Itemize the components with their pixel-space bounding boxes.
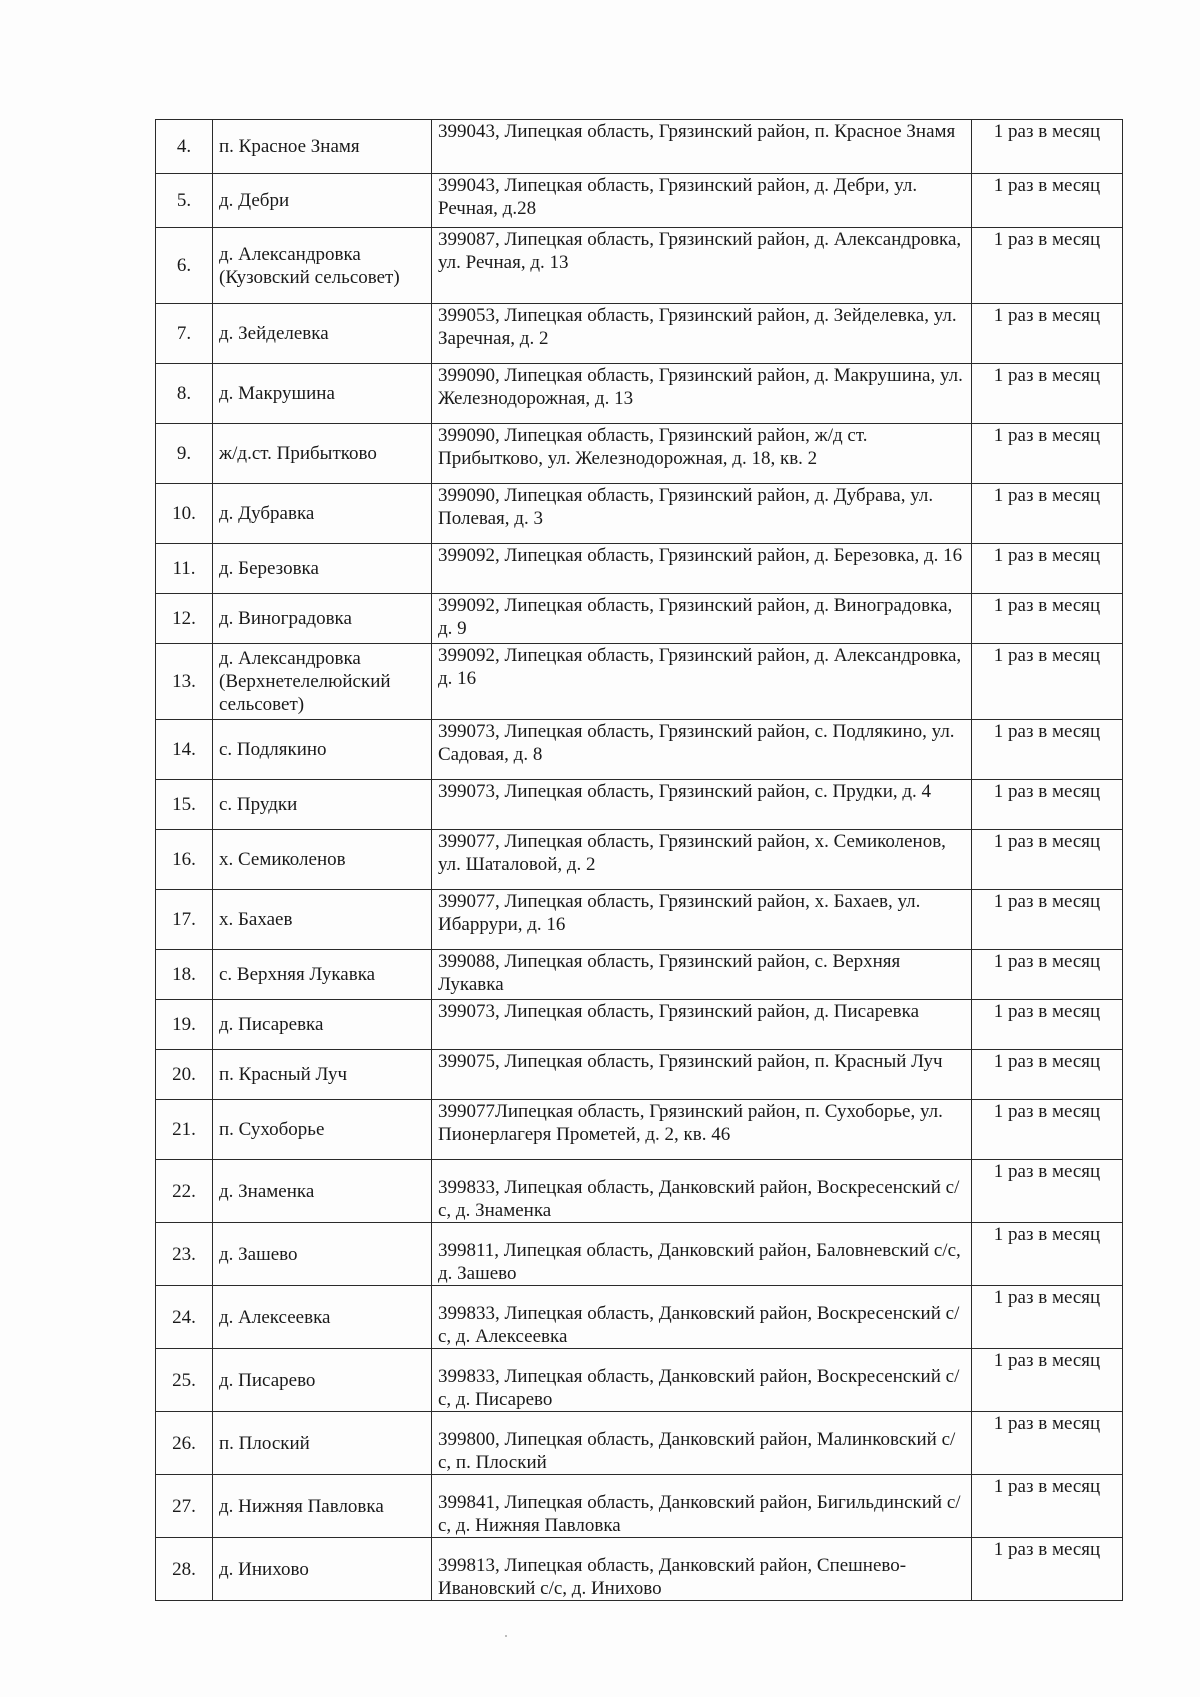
row-number: 12.: [156, 594, 213, 644]
table-row: [156, 644, 1123, 720]
visit-frequency: 1 раз в месяц: [972, 1538, 1123, 1601]
table-row: [156, 830, 1123, 890]
table-row: [156, 174, 1123, 228]
row-number: 16.: [156, 830, 213, 890]
scan-speck: [505, 1635, 507, 1637]
row-number: 7.: [156, 304, 213, 364]
settlement-name: с. Верхняя Лукавка: [213, 950, 432, 1000]
settlement-address: 399077, Липецкая область, Грязинский район, х. Бахаев, ул. Ибаррури, д. 16: [432, 890, 972, 950]
row-number: 9.: [156, 424, 213, 484]
settlement-address: 399813, Липецкая область, Данковский район, Спешнево-Ивановский с/с, д. Инихово: [432, 1538, 972, 1601]
table-row: [156, 1475, 1123, 1538]
row-number: 11.: [156, 544, 213, 594]
visit-frequency: 1 раз в месяц: [972, 364, 1123, 424]
visit-frequency: 1 раз в месяц: [972, 120, 1123, 174]
table-row: [156, 1412, 1123, 1475]
settlement-name: д. Зашево: [213, 1223, 432, 1286]
table-row: [156, 1223, 1123, 1286]
visit-frequency: 1 раз в месяц: [972, 1286, 1123, 1349]
settlement-name: д. Александровка (Кузовский сельсовет): [213, 228, 432, 304]
settlement-name: п. Красный Луч: [213, 1050, 432, 1100]
visit-frequency: 1 раз в месяц: [972, 174, 1123, 228]
row-number: 26.: [156, 1412, 213, 1475]
settlement-address: 399075, Липецкая область, Грязинский район, п. Красный Луч: [432, 1050, 972, 1100]
table-row: [156, 1538, 1123, 1601]
settlement-address: 399090, Липецкая область, Грязинский район, ж/д ст. Прибытково, ул. Железнодорожная, д. 18, кв. 2: [432, 424, 972, 484]
settlement-name: д. Алексеевка: [213, 1286, 432, 1349]
visit-frequency: 1 раз в месяц: [972, 594, 1123, 644]
table-row: [156, 484, 1123, 544]
table-row: [156, 1050, 1123, 1100]
visit-frequency: 1 раз в месяц: [972, 544, 1123, 594]
visit-frequency: 1 раз в месяц: [972, 304, 1123, 364]
table-row: [156, 950, 1123, 1000]
table-row: [156, 304, 1123, 364]
settlement-name: д. Писарево: [213, 1349, 432, 1412]
table-body: [156, 120, 1123, 1601]
row-number: 4.: [156, 120, 213, 174]
settlement-address: 399087, Липецкая область, Грязинский район, д. Александровка, ул. Речная, д. 13: [432, 228, 972, 304]
settlement-name: д. Инихово: [213, 1538, 432, 1601]
table-row: [156, 780, 1123, 830]
settlement-name: с. Подлякино: [213, 720, 432, 780]
row-number: 13.: [156, 644, 213, 720]
table-row: [156, 1000, 1123, 1050]
row-number: 15.: [156, 780, 213, 830]
visit-frequency: 1 раз в месяц: [972, 424, 1123, 484]
settlement-address: 399073, Липецкая область, Грязинский район, с. Прудки, д. 4: [432, 780, 972, 830]
settlement-address: 399043, Липецкая область, Грязинский район, д. Дебри, ул. Речная, д.28: [432, 174, 972, 228]
row-number: 23.: [156, 1223, 213, 1286]
settlement-address: 399090, Липецкая область, Грязинский район, д. Дубрава, ул. Полевая, д. 3: [432, 484, 972, 544]
settlement-address: 399092, Липецкая область, Грязинский район, д. Виноградовка, д. 9: [432, 594, 972, 644]
settlement-address: 399833, Липецкая область, Данковский район, Воскресенский с/с, д. Алексеевка: [432, 1286, 972, 1349]
row-number: 21.: [156, 1100, 213, 1160]
settlement-name: п. Красное Знамя: [213, 120, 432, 174]
settlement-address: 399077Липецкая область, Грязинский район, п. Сухоборье, ул. Пионерлагеря Прометей, д. 2, кв. 46: [432, 1100, 972, 1160]
settlement-name: х. Семиколенов: [213, 830, 432, 890]
settlement-name: д. Дубравка: [213, 484, 432, 544]
settlement-name: д. Зейделевка: [213, 304, 432, 364]
row-number: 25.: [156, 1349, 213, 1412]
visit-frequency: 1 раз в месяц: [972, 228, 1123, 304]
settlement-name: д. Макрушина: [213, 364, 432, 424]
visit-frequency: 1 раз в месяц: [972, 1050, 1123, 1100]
table-row: [156, 890, 1123, 950]
row-number: 17.: [156, 890, 213, 950]
table-row: [156, 120, 1123, 174]
visit-frequency: 1 раз в месяц: [972, 484, 1123, 544]
row-number: 27.: [156, 1475, 213, 1538]
settlement-name: с. Прудки: [213, 780, 432, 830]
visit-frequency: 1 раз в месяц: [972, 950, 1123, 1000]
visit-frequency: 1 раз в месяц: [972, 644, 1123, 720]
settlement-address: 399090, Липецкая область, Грязинский район, д. Макрушина, ул. Железнодорожная, д. 13: [432, 364, 972, 424]
row-number: 6.: [156, 228, 213, 304]
visit-frequency: 1 раз в месяц: [972, 1000, 1123, 1050]
settlement-address: 399841, Липецкая область, Данковский район, Бигильдинский с/с, д. Нижняя Павловка: [432, 1475, 972, 1538]
visit-frequency: 1 раз в месяц: [972, 1100, 1123, 1160]
settlement-address: 399092, Липецкая область, Грязинский район, д. Березовка, д. 16: [432, 544, 972, 594]
settlement-name: д. Александровка (Верхнетелелюйский сельсовет): [213, 644, 432, 720]
settlements-table: [155, 119, 1123, 1601]
visit-frequency: 1 раз в месяц: [972, 1223, 1123, 1286]
settlement-address: 399077, Липецкая область, Грязинский район, х. Семиколенов, ул. Шаталовой, д. 2: [432, 830, 972, 890]
settlement-address: 399811, Липецкая область, Данковский район, Баловневский с/с, д. Зашево: [432, 1223, 972, 1286]
settlement-address: 399073, Липецкая область, Грязинский район, с. Подлякино, ул. Садовая, д. 8: [432, 720, 972, 780]
settlement-name: п. Сухоборье: [213, 1100, 432, 1160]
settlement-name: п. Плоский: [213, 1412, 432, 1475]
table-row: [156, 1160, 1123, 1223]
settlement-name: д. Виноградовка: [213, 594, 432, 644]
table-row: [156, 424, 1123, 484]
row-number: 28.: [156, 1538, 213, 1601]
table-row: [156, 720, 1123, 780]
table-row: [156, 364, 1123, 424]
visit-frequency: 1 раз в месяц: [972, 1412, 1123, 1475]
visit-frequency: 1 раз в месяц: [972, 830, 1123, 890]
row-number: 5.: [156, 174, 213, 228]
visit-frequency: 1 раз в месяц: [972, 1349, 1123, 1412]
row-number: 22.: [156, 1160, 213, 1223]
settlement-name: д. Дебри: [213, 174, 432, 228]
row-number: 10.: [156, 484, 213, 544]
row-number: 24.: [156, 1286, 213, 1349]
table-row: [156, 544, 1123, 594]
visit-frequency: 1 раз в месяц: [972, 720, 1123, 780]
settlement-address: 399073, Липецкая область, Грязинский район, д. Писаревка: [432, 1000, 972, 1050]
settlement-address: 399043, Липецкая область, Грязинский район, п. Красное Знамя: [432, 120, 972, 174]
table-row: [156, 1100, 1123, 1160]
row-number: 8.: [156, 364, 213, 424]
row-number: 14.: [156, 720, 213, 780]
visit-frequency: 1 раз в месяц: [972, 1160, 1123, 1223]
row-number: 20.: [156, 1050, 213, 1100]
row-number: 18.: [156, 950, 213, 1000]
settlement-address: 399053, Липецкая область, Грязинский район, д. Зейделевка, ул. Заречная, д. 2: [432, 304, 972, 364]
settlement-address: 399833, Липецкая область, Данковский район, Воскресенский с/с, д. Писарево: [432, 1349, 972, 1412]
settlement-name: х. Бахаев: [213, 890, 432, 950]
visit-frequency: 1 раз в месяц: [972, 890, 1123, 950]
visit-frequency: 1 раз в месяц: [972, 1475, 1123, 1538]
table-row: [156, 594, 1123, 644]
settlement-address: 399800, Липецкая область, Данковский район, Малинковский с/с, п. Плоский: [432, 1412, 972, 1475]
settlement-name: д. Нижняя Павловка: [213, 1475, 432, 1538]
table-row: [156, 228, 1123, 304]
settlement-address: 399833, Липецкая область, Данковский район, Воскресенский с/с, д. Знаменка: [432, 1160, 972, 1223]
table-row: [156, 1349, 1123, 1412]
visit-frequency: 1 раз в месяц: [972, 780, 1123, 830]
row-number: 19.: [156, 1000, 213, 1050]
settlement-name: д. Знаменка: [213, 1160, 432, 1223]
settlement-address: 399092, Липецкая область, Грязинский район, д. Александровка, д. 16: [432, 644, 972, 720]
settlement-address: 399088, Липецкая область, Грязинский район, с. Верхняя Лукавка: [432, 950, 972, 1000]
table-row: [156, 1286, 1123, 1349]
settlement-name: д. Писаревка: [213, 1000, 432, 1050]
settlement-name: ж/д.ст. Прибытково: [213, 424, 432, 484]
settlement-name: д. Березовка: [213, 544, 432, 594]
